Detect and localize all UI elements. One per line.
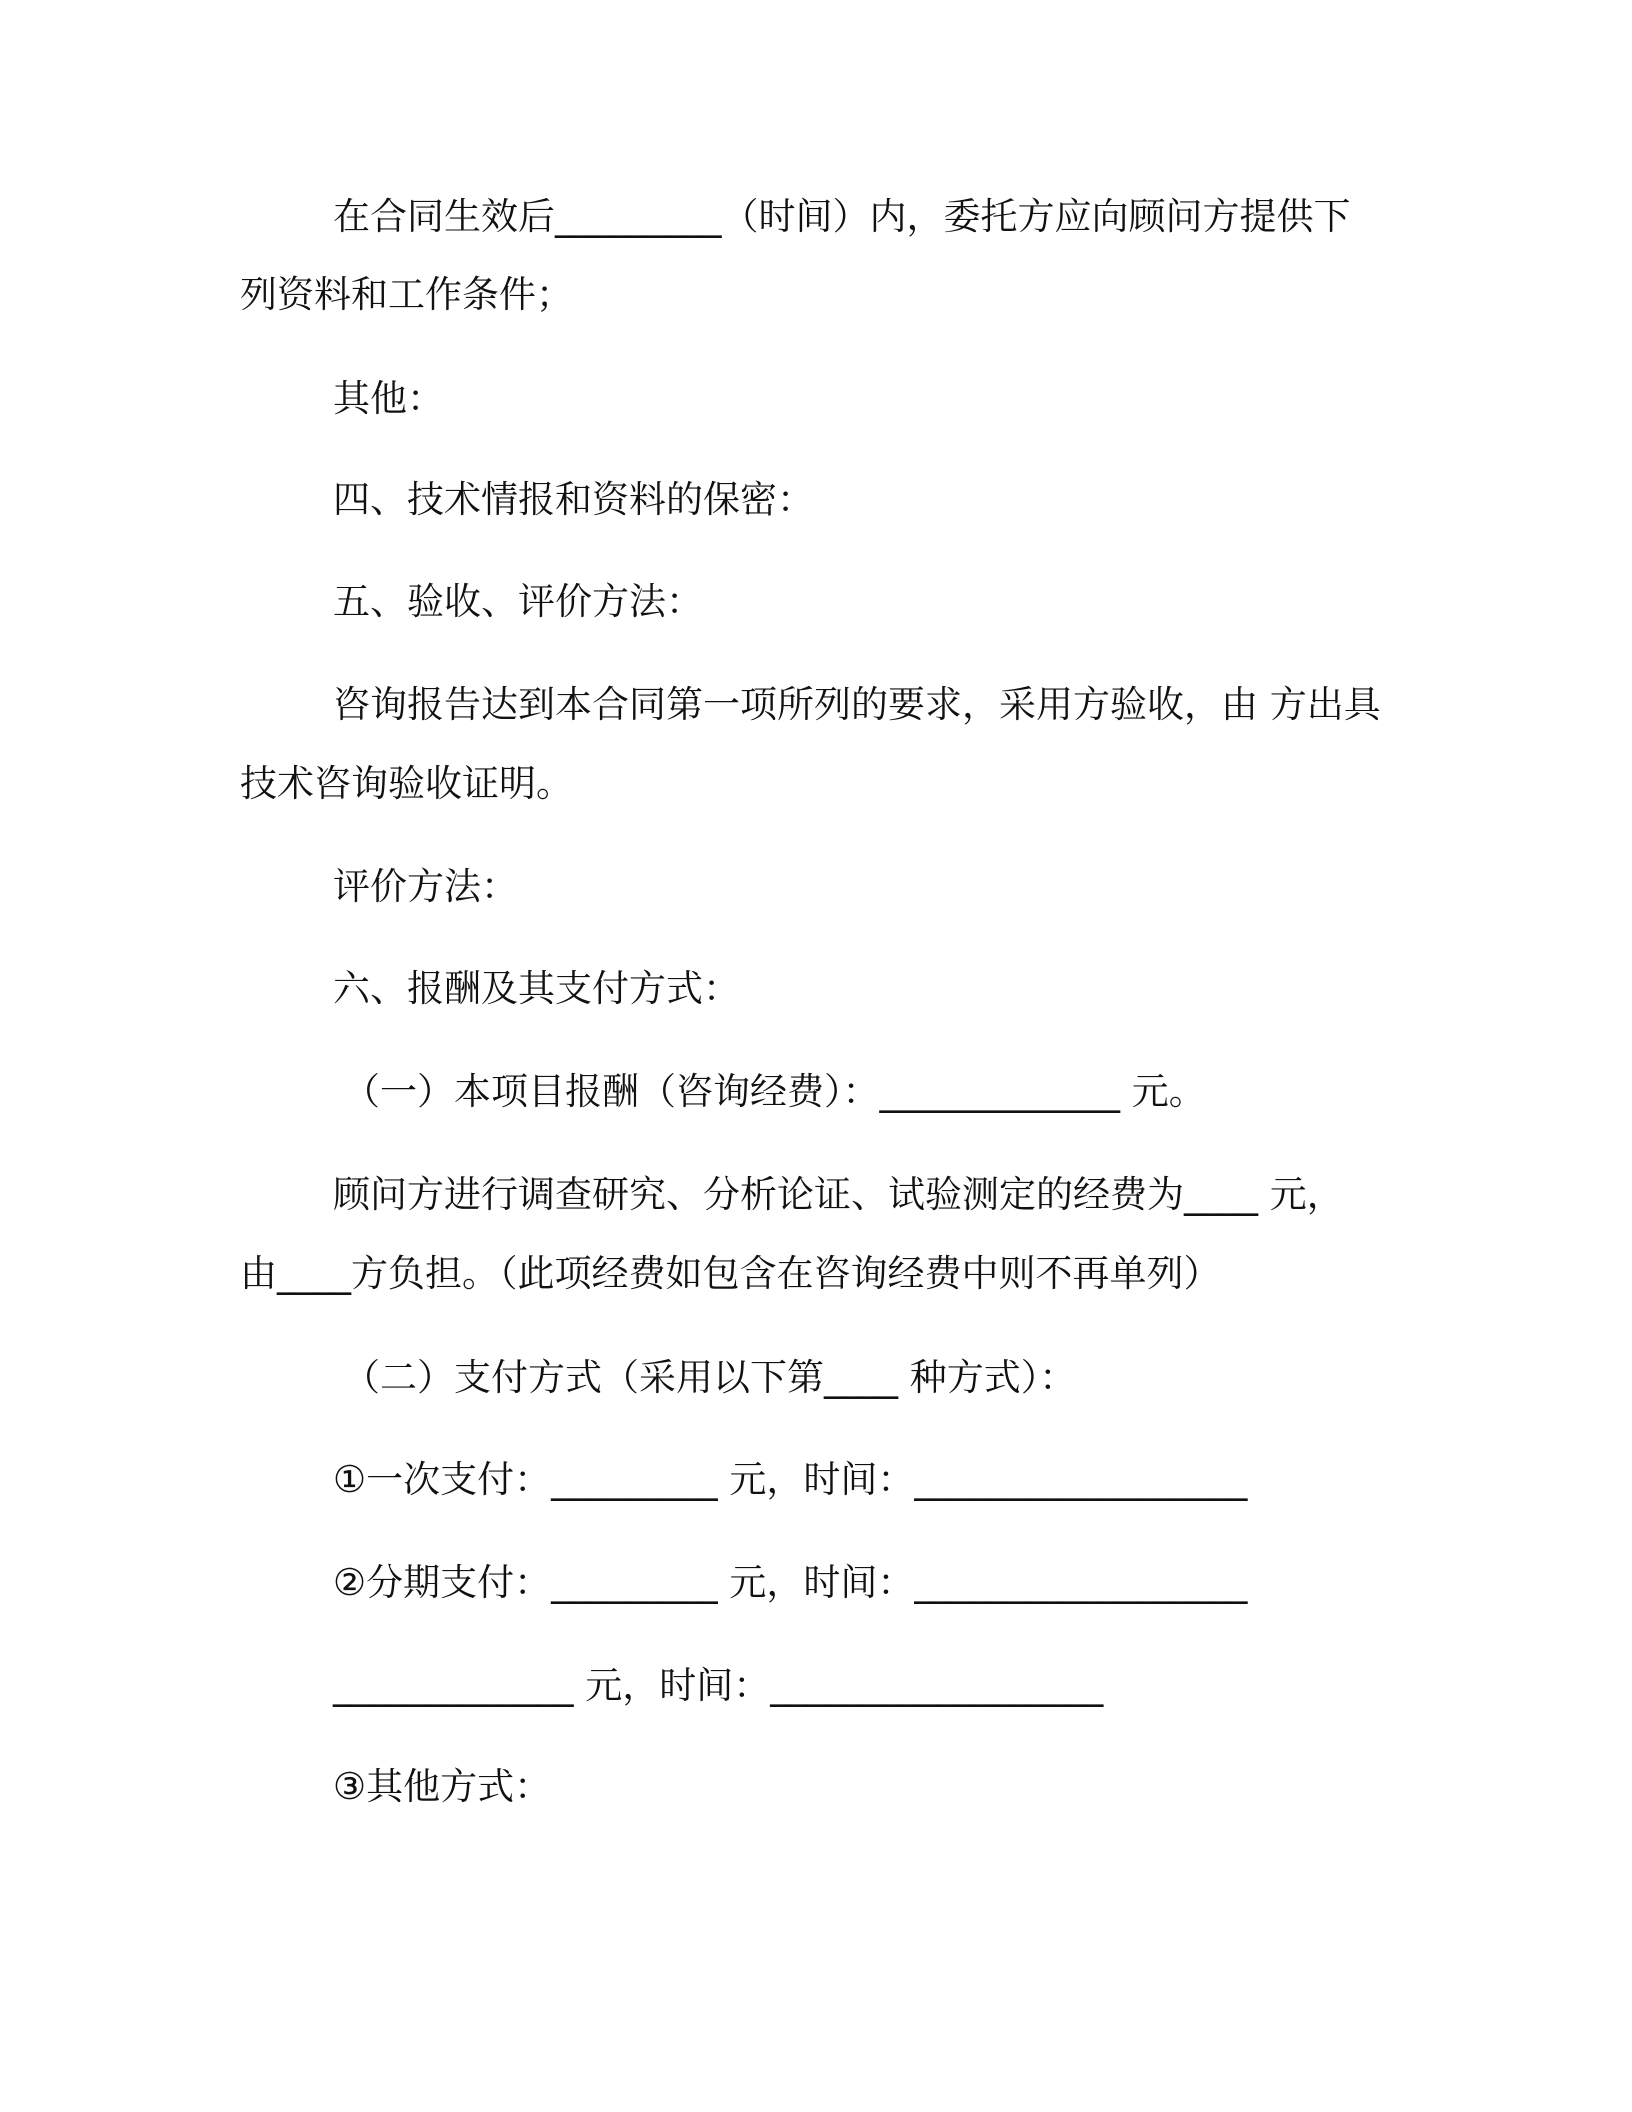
section-heading-confidentiality: 四、技术情报和资料的保密： bbox=[333, 478, 814, 521]
payment-option-other: ③其他方式： bbox=[333, 1765, 552, 1808]
paragraph-evaluation-method: 评价方法： bbox=[333, 865, 518, 908]
section-heading-acceptance: 五、验收、评价方法： bbox=[333, 580, 703, 623]
payment-option-installments: ②分期支付：_________ 元，时间：__________________ bbox=[333, 1561, 1248, 1604]
section-heading-remuneration: 六、报酬及其支付方式： bbox=[333, 967, 740, 1010]
payment-option-installments-continued: _____________ 元，时间：__________________ bbox=[333, 1664, 1104, 1707]
paragraph-acceptance-line1: 咨询报告达到本合同第一项所列的要求，采用方验收，由 方出具 bbox=[333, 683, 1381, 726]
paragraph-provide-materials-line1: 在合同生效后_________（时间）内，委托方应向顾问方提供下 bbox=[333, 195, 1351, 238]
paragraph-other: 其他： bbox=[333, 377, 444, 420]
paragraph-provide-materials-line2: 列资料和工作条件； bbox=[240, 273, 573, 316]
paragraph-research-fees-line2: 由____方负担。（此项经费如包含在咨询经费中则不再单列） bbox=[240, 1252, 1221, 1295]
paragraph-project-remuneration: （一）本项目报酬（咨询经费）：_____________ 元。 bbox=[343, 1070, 1206, 1113]
paragraph-payment-method: （二）支付方式（采用以下第____ 种方式）： bbox=[343, 1356, 1077, 1399]
paragraph-acceptance-line2: 技术咨询验收证明。 bbox=[240, 762, 573, 805]
payment-option-lump-sum: ①一次支付：_________ 元，时间：__________________ bbox=[333, 1458, 1248, 1501]
paragraph-research-fees-line1: 顾问方进行调查研究、分析论证、试验测定的经费为____ 元， bbox=[333, 1173, 1344, 1216]
